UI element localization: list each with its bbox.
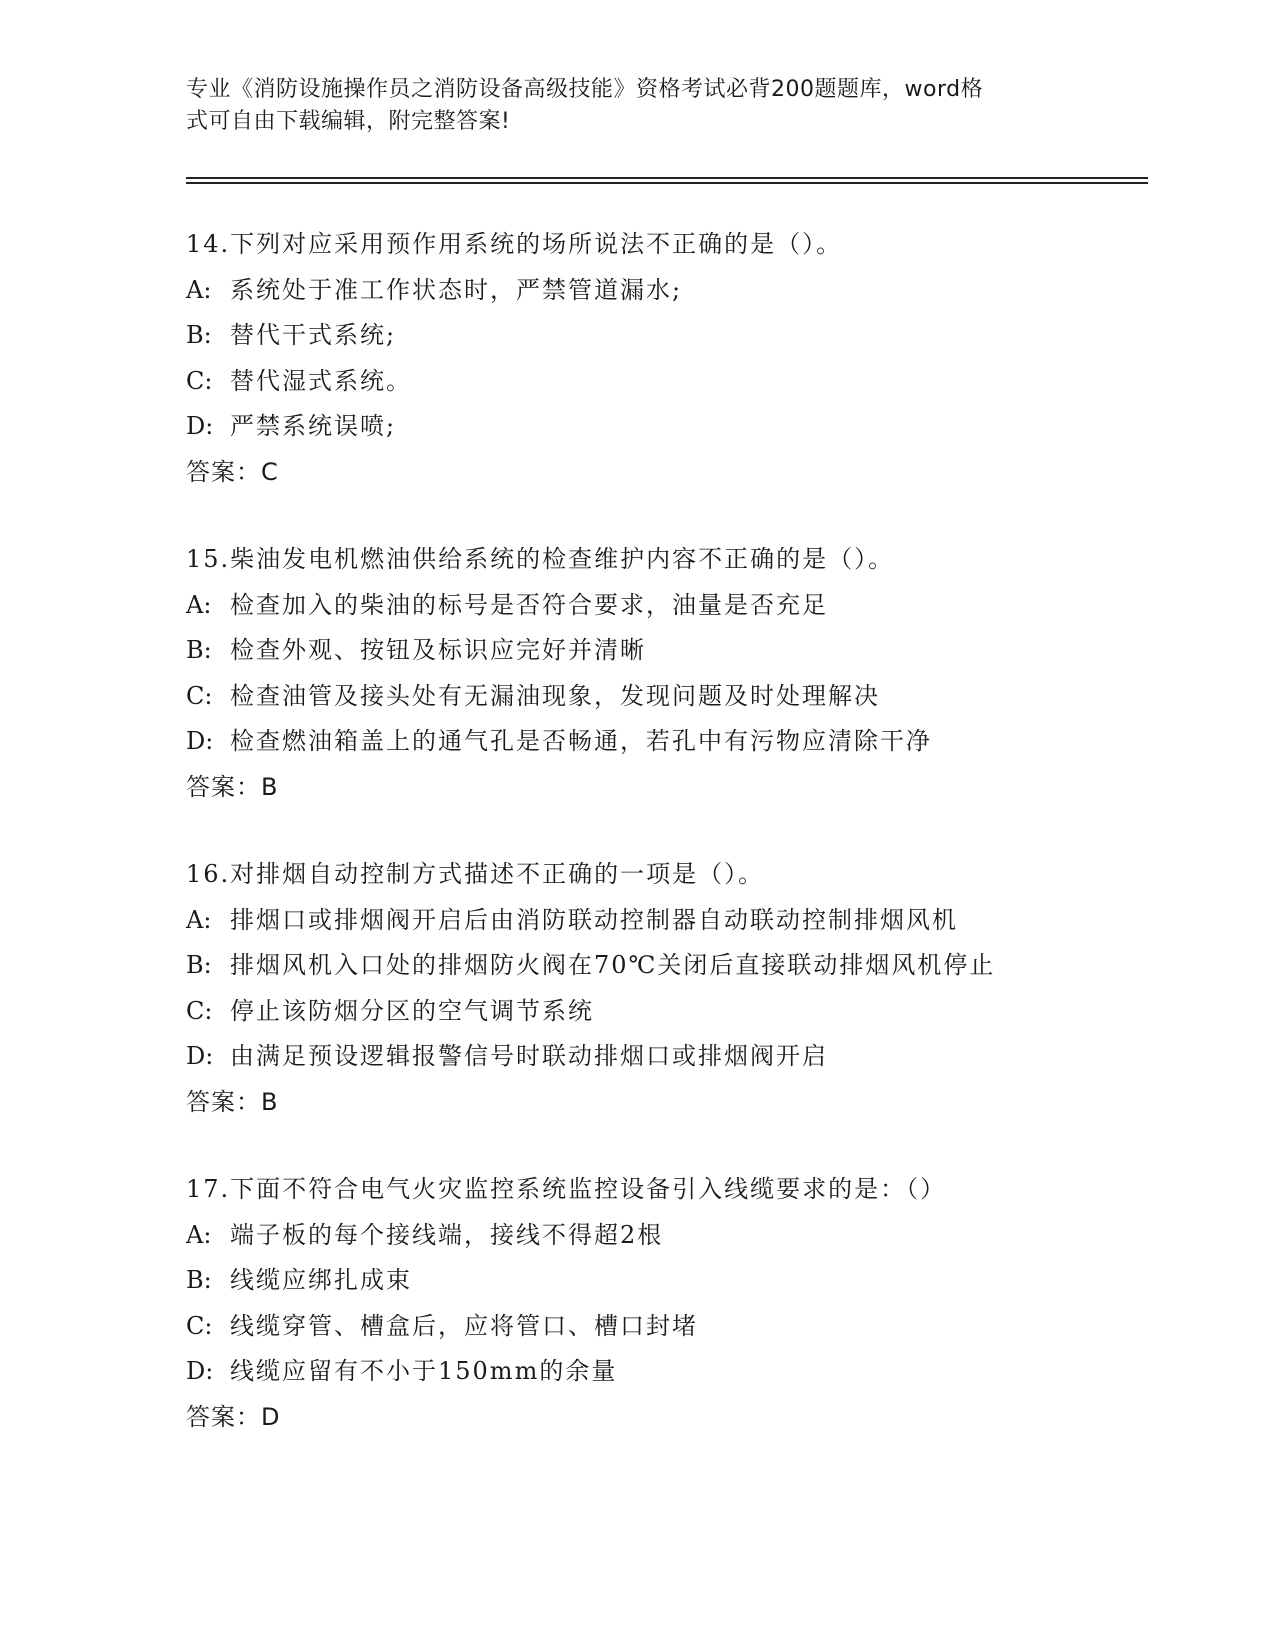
option-text: 线缆应绑扎成束 [230,1266,412,1294]
option-d [186,719,1166,765]
option-text: 替代湿式系统。 [230,366,412,395]
option-b [186,1258,1166,1304]
option-text: 系统处于准工作状态时，严禁管道漏水; [230,275,683,304]
option-letter: D: [186,1042,214,1070]
option-a [186,268,1166,314]
option-d [186,404,1166,450]
header-divider-top [186,177,1148,179]
answer-value: B [261,1087,278,1116]
option-text: 排烟口或排烟阀开启后由消防联动控制器自动联动控制排烟风机 [230,905,958,934]
option-letter: B: [186,1266,212,1294]
option-letter: D: [186,727,214,755]
option-text: 检查加入的柴油的标号是否符合要求，油量是否充足 [230,590,828,619]
document-header [186,74,1066,138]
answer-label: 答案： [186,1087,261,1116]
option-c [186,359,1166,405]
option-letter: A: [186,905,212,934]
option-a [186,1213,1166,1259]
option-text: 线缆穿管、槽盒后，应将管口、槽口封堵 [230,1311,698,1340]
option-b [186,628,1166,674]
option-b [186,313,1166,359]
option-letter: A: [186,590,212,619]
option-letter: C: [186,996,213,1025]
option-text: 严禁系统误喷; [230,412,397,440]
question-block [186,1167,1166,1440]
answer-value: C [261,457,278,486]
answer-line [186,765,1166,811]
option-c [186,1304,1166,1350]
option-c [186,674,1166,720]
option-text: 检查外观、按钮及标识应完好并清晰 [230,636,646,664]
option-letter: A: [186,1220,212,1249]
question-stem: 16.对排烟自动控制方式描述不正确的一项是（）。 [186,860,765,888]
question-stem: 17.下面不符合电气火灾监控系统监控设备引入线缆要求的是：（） [186,1175,947,1203]
answer-value: B [261,772,278,801]
answer-label: 答案： [186,1402,261,1431]
option-letter: A: [186,275,212,304]
option-letter: B: [186,636,212,664]
option-text: 端子板的每个接线端，接线不得超2根 [230,1220,664,1249]
question-stem: 14.下列对应采用预作用系统的场所说法不正确的是（）。 [186,230,843,258]
option-letter: C: [186,681,213,710]
option-b [186,943,1166,989]
option-letter: D: [186,412,214,440]
option-letter: B: [186,951,212,979]
option-text: 替代干式系统; [230,321,397,349]
option-letter: C: [186,1311,213,1340]
option-text: 检查油管及接头处有无漏油现象，发现问题及时处理解决 [230,681,880,710]
question-block [186,537,1166,810]
question-block [186,852,1166,1125]
option-letter: B: [186,321,212,349]
answer-label: 答案： [186,457,261,486]
answer-line [186,1080,1166,1126]
answer-label: 答案： [186,772,261,801]
option-a [186,898,1166,944]
option-text: 检查燃油箱盖上的通气孔是否畅通，若孔中有污物应清除干净 [230,727,932,755]
option-text: 排烟风机入口处的排烟防火阀在70℃关闭后直接联动排烟风机停止 [230,951,996,979]
option-d [186,1034,1166,1080]
option-d [186,1349,1166,1395]
answer-line [186,450,1166,496]
option-letter: D: [186,1357,214,1385]
header-divider-bottom [186,182,1148,184]
header-line-1: 专业《消防设施操作员之消防设备高级技能》资格考试必背200题题库，word格 [186,77,984,102]
option-a [186,583,1166,629]
answer-line [186,1395,1166,1441]
question-block [186,222,1166,495]
option-text: 由满足预设逻辑报警信号时联动排烟口或排烟阀开启 [230,1042,828,1070]
option-text: 线缆应留有不小于150mm的余量 [230,1357,618,1385]
option-c [186,989,1166,1035]
answer-value: D [261,1402,280,1431]
option-letter: C: [186,366,213,395]
header-line-2: 式可自由下载编辑，附完整答案! [186,109,511,134]
option-text: 停止该防烟分区的空气调节系统 [230,996,594,1025]
question-stem: 15.柴油发电机燃油供给系统的检查维护内容不正确的是（）。 [186,545,895,573]
